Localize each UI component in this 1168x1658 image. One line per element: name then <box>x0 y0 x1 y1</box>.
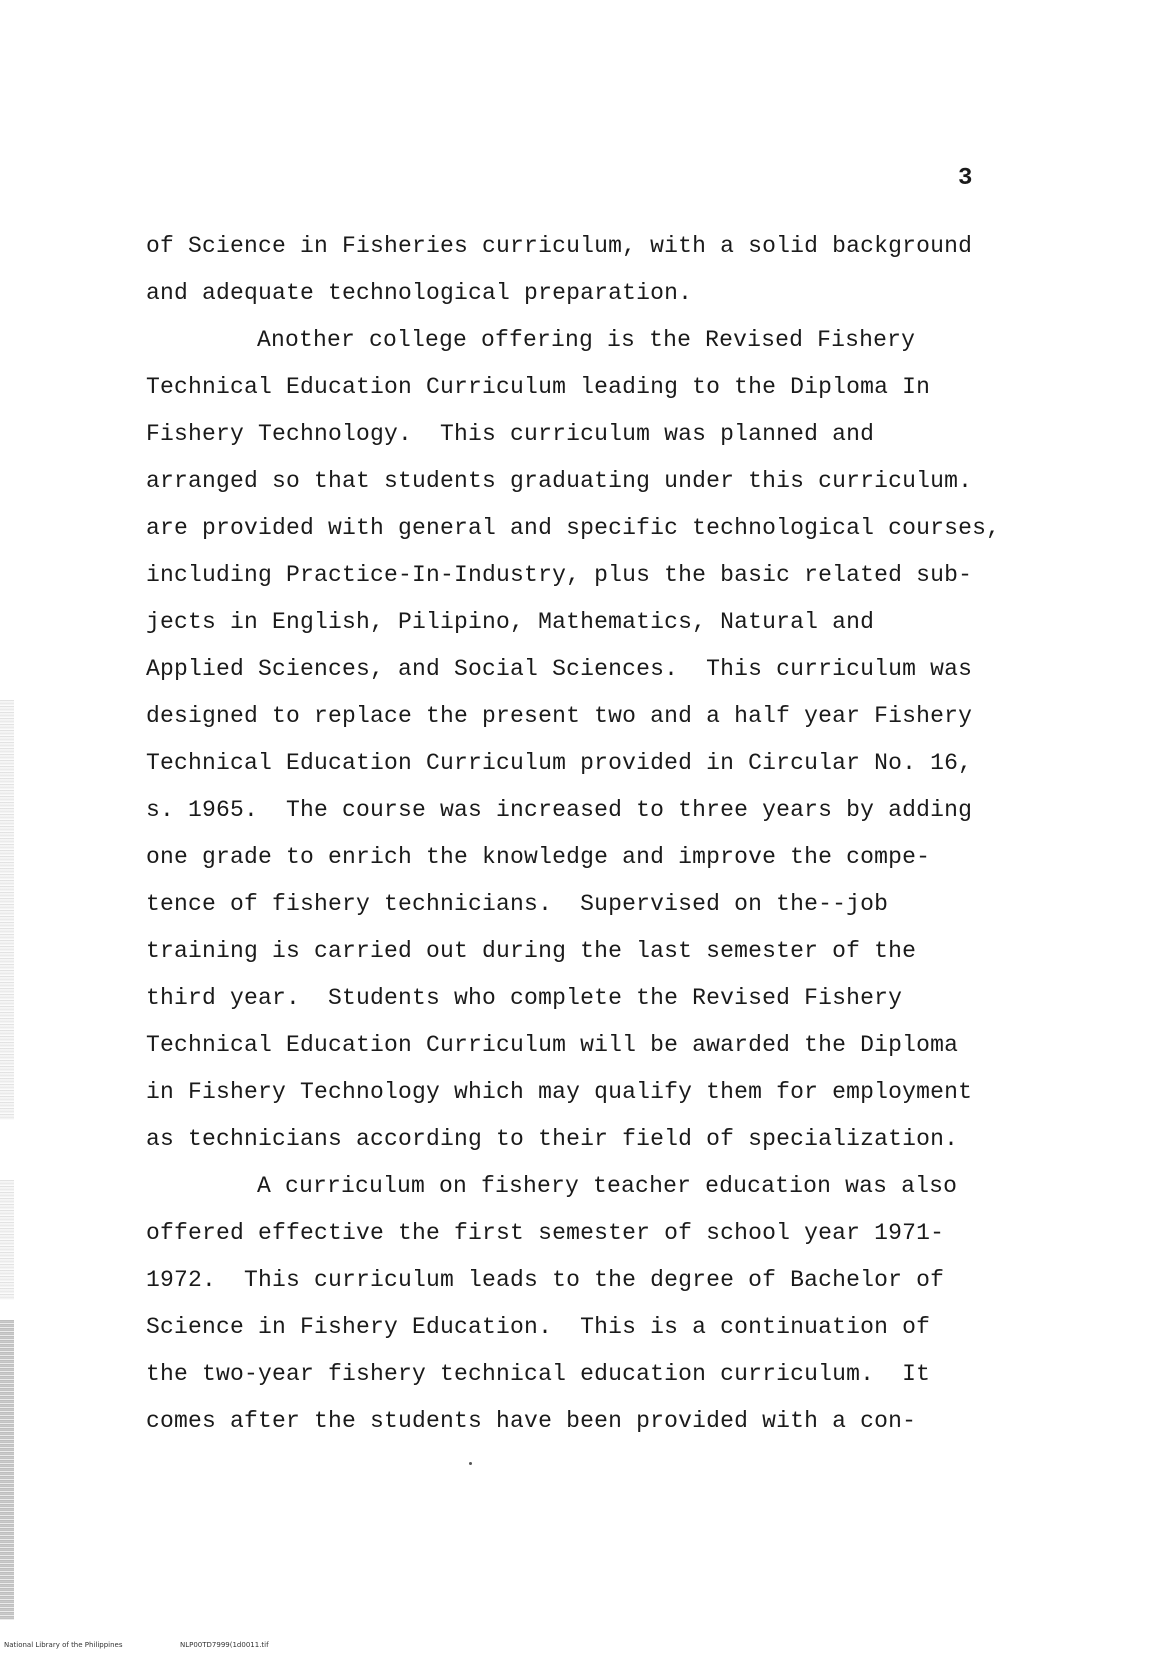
text-line: Science in Fishery Education. This is a continuation of <box>146 1314 931 1340</box>
text-line: arranged so that students graduating under this curriculum. <box>146 468 973 494</box>
scan-edge-noise <box>0 1320 14 1620</box>
paragraph-start-line: A curriculum on fishery teacher education was also <box>257 1173 958 1199</box>
text-line: jects in English, Pilipino, Mathematics, Natural and <box>146 609 875 635</box>
page-number: 3 <box>958 165 973 192</box>
scan-speck <box>469 1462 472 1465</box>
text-line: Fishery Technology. This curriculum was planned and <box>146 421 875 447</box>
text-line: designed to replace the present two and a half year Fishery <box>146 703 973 729</box>
text-line: Technical Education Curriculum leading to the Diploma In <box>146 374 931 400</box>
text-line: are provided with general and specific technological courses, <box>146 515 1001 541</box>
text-line: third year. Students who complete the Revised Fishery <box>146 985 903 1011</box>
scan-edge-noise <box>0 700 14 1120</box>
text-line: Technical Education Curriculum will be awarded the Diploma <box>146 1032 959 1058</box>
text-line: the two-year fishery technical education curriculum. It <box>146 1361 931 1387</box>
text-line: Applied Sciences, and Social Sciences. This curriculum was <box>146 656 973 682</box>
footer-file-id: NLP00TD7999(1d0011.tif <box>180 1641 269 1649</box>
text-line: offered effective the first semester of school year 1971- <box>146 1220 945 1246</box>
text-line: training is carried out during the last semester of the <box>146 938 917 964</box>
text-line: including Practice-In-Industry, plus the basic related sub- <box>146 562 973 588</box>
scan-edge-noise <box>0 1180 14 1300</box>
text-line: as technicians according to their field of specialization. <box>146 1126 959 1152</box>
text-line: in Fishery Technology which may qualify them for employment <box>146 1079 973 1105</box>
text-line: tence of fishery technicians. Supervised on the--job <box>146 891 889 917</box>
footer-library-credit: National Library of the Philippines <box>4 1641 123 1649</box>
text-line: of Science in Fisheries curriculum, with a solid background <box>146 233 973 259</box>
text-line: s. 1965. The course was increased to three years by adding <box>146 797 973 823</box>
text-line: Technical Education Curriculum provided in Circular No. 16, <box>146 750 973 776</box>
text-line: and adequate technological preparation. <box>146 280 693 306</box>
text-line: one grade to enrich the knowledge and improve the compe- <box>146 844 931 870</box>
text-line: 1972. This curriculum leads to the degree of Bachelor of <box>146 1267 945 1293</box>
paragraph-start-line: Another college offering is the Revised Fishery <box>257 327 916 353</box>
text-line: comes after the students have been provided with a con- <box>146 1408 917 1434</box>
